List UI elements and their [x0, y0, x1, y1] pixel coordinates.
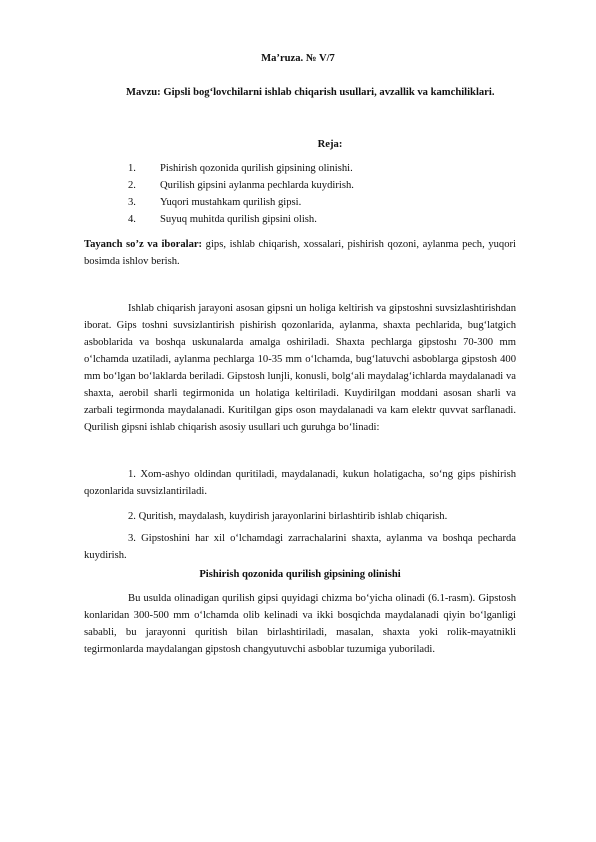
plan-item-text: Suyuq muhitda qurilish gipsini olish.: [160, 214, 317, 225]
method-2-paragraph: 2. Quritish, maydalash, kuydirish jarayonlarini birlashtirib ishlab chiqarish.: [128, 511, 448, 522]
plan-list: [128, 160, 354, 228]
method-3-block: [84, 530, 516, 564]
plan-item-number: 3.: [128, 197, 136, 208]
intro-paragraph: Ishlab chiqarish jarayoni asosan gipsni un holiga keltirish va gipstoshni suvsizlashtirishdan iborat. Gips toshni suvsizlantirish pishirish qozonlarida, aylanma, shaxta pechlarida, bug‘latgich asboblarida va boshqa uskunalarda amalga oshiriladi. Shaxta pechlarga gipstoshı 70-300 mm o‘lchamda uzatiladi, aylanma pechlarga 10-35 mm o‘lchamda, bug‘latuvchi asboblarga gipstosh 400 mm bo‘lgan bo‘laklarda beriladi. Gipstosh lunjli, konusli, bolg‘ali maydalag‘ichlarda maydalanadi va shaxta, aerobil sharli tegirmonida un holatiga keltiriladi. Kuydirilgan moddani asosan sharli va zarbali tegirmonda maydalanadi. Kuritilgan gips oson maydalanadi va kam elektr quvvat sarflanadi. Qurilish gipsni ishlab chiqarish asosiy usullari uch guruhga bo‘linadi:: [84, 303, 516, 433]
method-3-paragraph: 3. Gipstoshini har xil o‘lchamdagi zarrachalarini shaxta, aylanma va boshqa pecharda kuydirish.: [84, 533, 516, 561]
lecture-number: Ma’ruza. № V/7: [261, 53, 335, 64]
section-paragraph: Bu usulda olinadigan qurilish gipsi quyidagi chizma bo‘yicha olinadi (6.1-rasm). Gipstosh konlaridan 300-500 mm o‘lchamda olib kelinadi va ikki bosqichda maydalanadi qiyin bo‘lganligi sababli, bu jarayonni quritish bilan birlashtiriladi, masalan, shaxta yoki rolik-mayatnikli tegirmonlarda maydalangan gipstosh changyutuvchi asboblar tuzumiga yuboriladi.: [84, 593, 516, 655]
keywords-label: Tayanch so’z va iboralar:: [84, 239, 203, 250]
plan-item-number: 2.: [128, 180, 136, 191]
method-1-paragraph: 1. Xom-ashyo oldindan quritiladi, maydalanadi, kukun holatigacha, so‘ng gips pishirish qozonlarida suvsizlantiriladi.: [84, 469, 516, 497]
plan-item: [128, 211, 354, 228]
keywords-text: gips, ishlab chiqarish, xossalari, pishirish qozoni, aylanma pech, yuqori bosimda ishlov berish.: [84, 239, 516, 267]
body-intro-block: [84, 300, 516, 436]
method-2-block: [84, 508, 516, 525]
section-heading: Pishirish qozonida qurilish gipsining olinishi: [199, 569, 401, 580]
plan-item-text: Pishirish qozonida qurilish gipsining olinishi.: [160, 163, 353, 174]
plan-item-number: 1.: [128, 163, 136, 174]
keywords-paragraph: [84, 236, 516, 270]
plan-item: [128, 177, 354, 194]
plan-item-text: Yuqori mustahkam qurilish gipsi.: [160, 197, 302, 208]
plan-item: [128, 194, 354, 211]
method-1-block: [84, 466, 516, 500]
plan-item-text: Qurilish gipsini aylanma pechlarda kuydirish.: [160, 180, 354, 191]
plan-title: Reja:: [317, 139, 343, 150]
plan-item: [128, 160, 354, 177]
section-text-block: [84, 590, 516, 658]
lecture-topic: Mavzu: Gipsli bog‘lovchilarni ishlab chiqarish usullari, avzallik va kamchiliklari.: [126, 87, 495, 98]
plan-item-number: 4.: [128, 214, 136, 225]
